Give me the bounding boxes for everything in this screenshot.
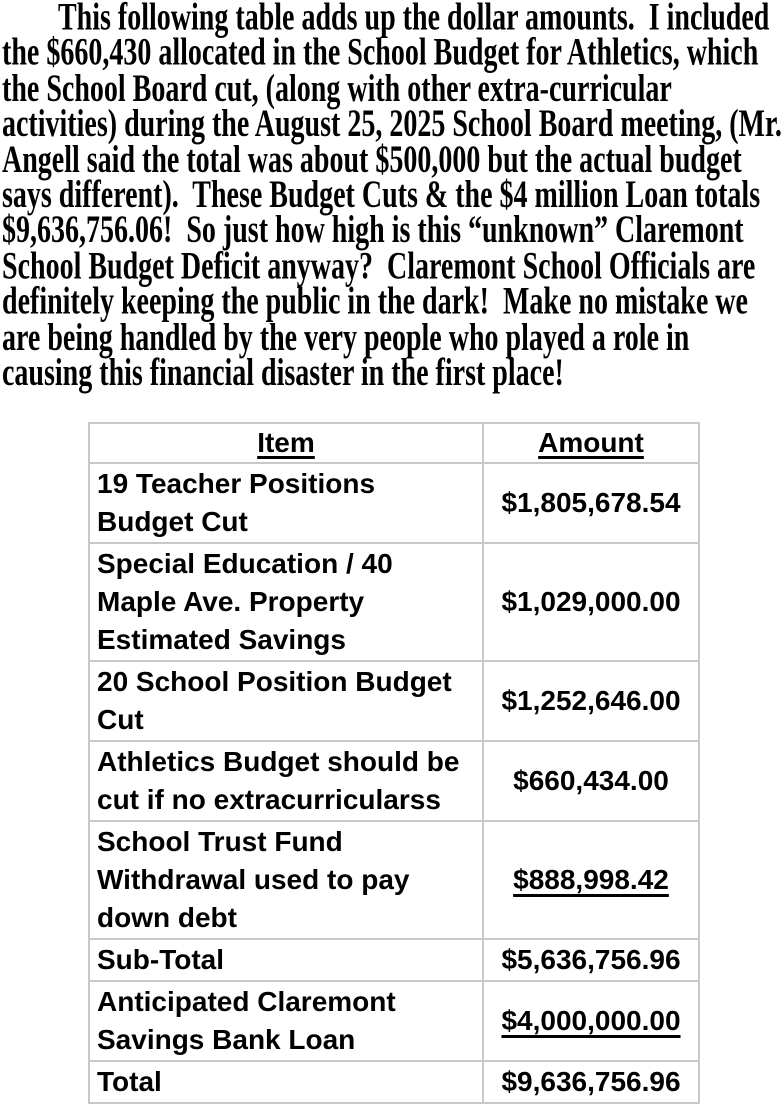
paragraph-line: $9,636,756.06! So just how high is this “unknown” Claremont — [2, 209, 744, 253]
item-cell: Anticipated Claremont Savings Bank Loan — [89, 981, 483, 1061]
paragraph-line: This following table adds up the dollar amounts. I included — [58, 0, 770, 40]
budget-table — [88, 422, 700, 1104]
paragraph-line: School Budget Deficit anyway? Claremont School Officials are — [2, 244, 756, 289]
item-header-label: Item — [257, 427, 315, 458]
amount-cell: $660,434.00 — [483, 741, 699, 821]
paragraph-line: definitely keeping the public in the dark! Make no mistake we — [2, 280, 748, 324]
item-column-header — [89, 423, 483, 463]
item-cell: School Trust Fund Withdrawal used to pay down debt — [89, 821, 483, 939]
amount-cell: $4,000,000.00 — [483, 981, 699, 1061]
amount-column-header — [483, 423, 699, 463]
item-cell: Athletics Budget should be cut if no extracurricularss — [89, 741, 483, 821]
item-cell: Special Education / 40 Maple Ave. Property Estimated Savings — [89, 543, 483, 661]
amount-cell: $1,029,000.00 — [483, 543, 699, 661]
table-row — [89, 741, 699, 821]
paragraph-line: Angell said the total was about $500,000 but the actual budget — [2, 138, 742, 182]
paragraph-line: are being handled by the very people who played a role in — [2, 315, 690, 360]
item-cell: Total — [89, 1061, 483, 1103]
table-row — [89, 661, 699, 741]
table-header-row — [89, 423, 699, 463]
amount-cell: $1,252,646.00 — [483, 661, 699, 741]
table-row — [89, 463, 699, 543]
paragraph-line: activities) during the August 25, 2025 School Board meeting, (Mr. — [2, 102, 782, 146]
amount-header-label: Amount — [538, 427, 644, 458]
table-row — [89, 821, 699, 939]
amount-cell: $888,998.42 — [483, 821, 699, 939]
paragraph-line: the School Board cut, (along with other extra-curricular — [2, 66, 672, 111]
table-row — [89, 1061, 699, 1103]
item-cell: Sub-Total — [89, 939, 483, 981]
paragraph-line: the $660,430 allocated in the School Budget for Athletics, which — [2, 31, 759, 75]
table-row — [89, 543, 699, 661]
body-paragraph — [2, 0, 782, 395]
paragraph-line: causing this financial disaster in the first place! — [2, 351, 564, 395]
item-cell: 19 Teacher Positions Budget Cut — [89, 463, 483, 543]
table-row — [89, 939, 699, 981]
item-cell: 20 School Position Budget Cut — [89, 661, 483, 741]
table-row — [89, 981, 699, 1061]
amount-cell: $5,636,756.96 — [483, 939, 699, 981]
amount-cell: $9,636,756.96 — [483, 1061, 699, 1103]
paragraph-line: says different). These Budget Cuts & the $4 million Loan totals — [2, 173, 761, 218]
amount-cell: $1,805,678.54 — [483, 463, 699, 543]
